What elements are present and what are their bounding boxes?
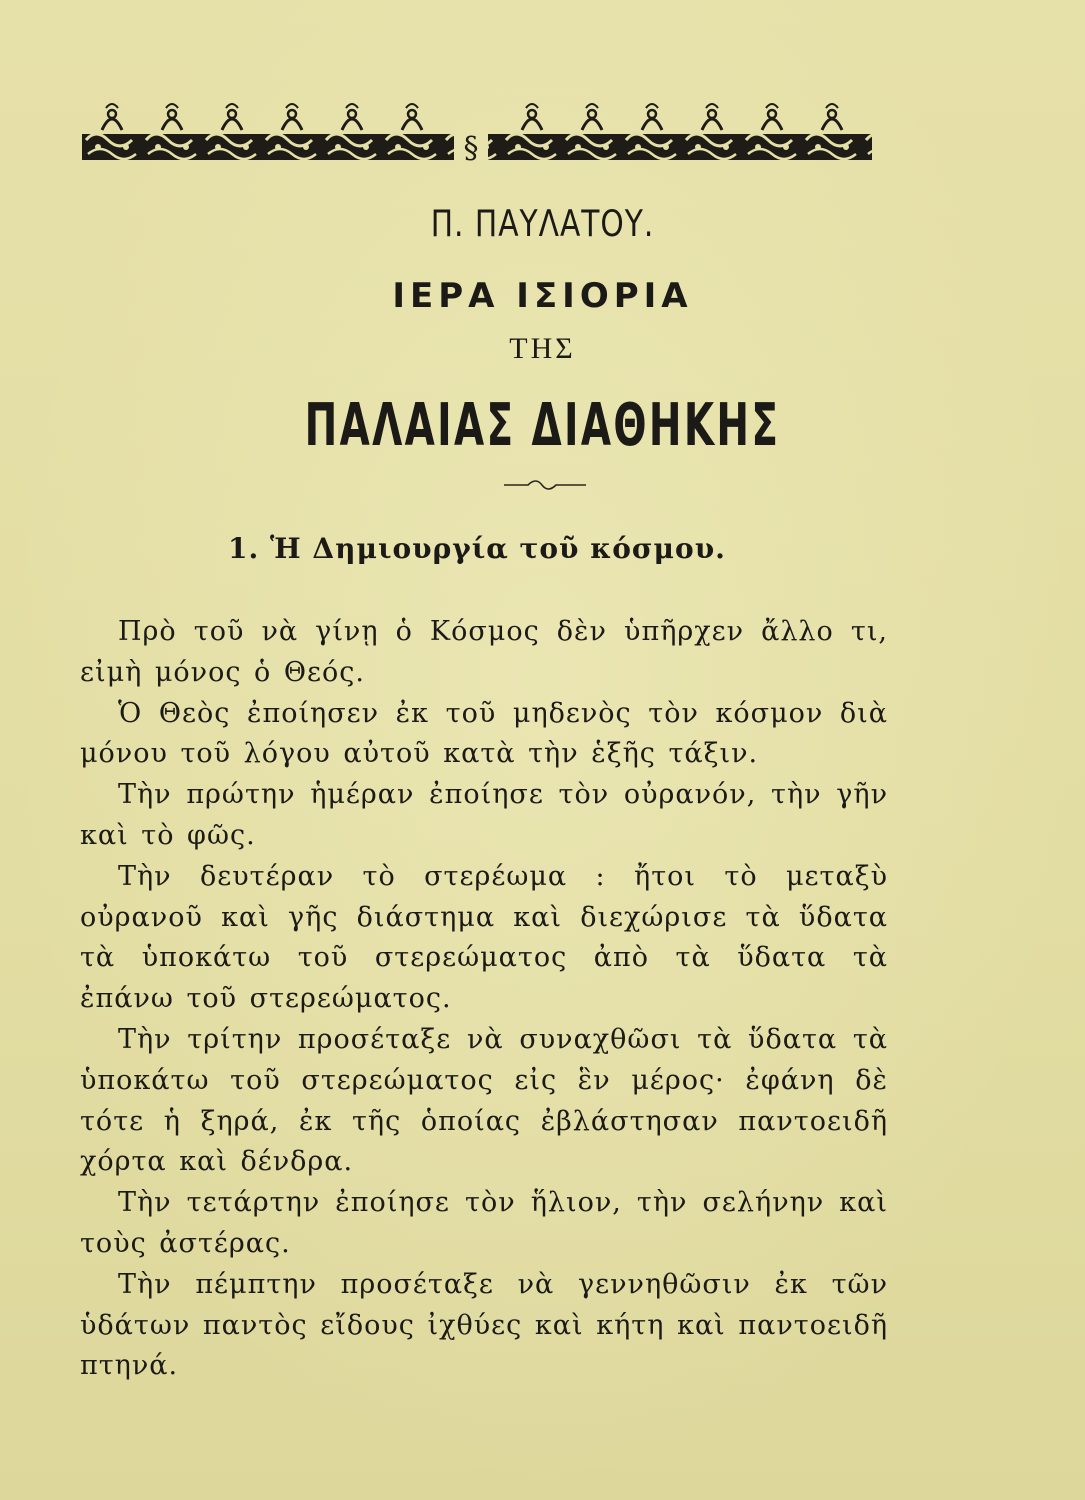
title-line-2: ΤΗΣ [509,332,576,365]
ornament-center-mark: § [463,131,479,166]
paragraph: Πρὸ τοῦ νὰ γίνῃ ὁ Κόσμος δὲν ὑπῆρχεν ἄλλο τι, εἰμὴ μόνος ὁ Θεός. [80,616,888,688]
title-line-1: ΙΕΡΑ ΙΣΙΟΡΙΑ [392,276,693,316]
body-text [80,612,888,1387]
divider-flourish-icon [500,476,590,492]
title-line-3: ΠΑΛΑΙΑΣ ΔΙΑΘΗΚΗΣ [304,390,781,460]
paragraph: Τὴν τρίτην προσέταξε νὰ συναχθῶσι τὰ ὕδατα τὰ ὑποκάτω τοῦ στερεώματος εἰς ἓν μέρος· ἐφάνη δὲ τότε ἡ ξηρά, ἐκ τῆς ὁποίας ἐβλάστησαν παντοειδῆ χόρτα καὶ δένδρα. [80,1023,888,1178]
paragraph: Τὴν πέμπτην προσέταξε νὰ γεννηθῶσιν ἐκ τῶν ὑδάτων παντὸς εἴδους ἰχθύες καὶ κήτη καὶ παντοειδῆ πτηνά. [80,1268,888,1382]
floral-border-ornament-icon [82,100,872,166]
paragraph: Τὴν τετάρτην ἐποίησε τὸν ἥλιον, τὴν σελήνην καὶ τοὺς ἀστέρας. [80,1187,888,1259]
section-heading: 1. Ἡ Δημιουργία τοῦ κόσμου. [228,532,726,565]
paragraph: Ὁ Θεὸς ἐποίησεν ἐκ τοῦ μηδενὸς τὸν κόσμον διὰ μόνου τοῦ λόγου αὐτοῦ κατὰ τὴν ἑξῆς τάξιν. [80,697,888,770]
paragraph: Τὴν πρώτην ἡμέραν ἐποίησε τὸν οὐρανόν, τὴν γῆν καὶ τὸ φῶς. [80,779,888,851]
paragraph: Τὴν δευτέραν τὸ στερέωμα : ἤτοι τὸ μεταξὺ οὐρανοῦ καὶ γῆς διάστημα καὶ διεχώρισε τὰ ὕδατα τὰ ὑποκάτω τοῦ στερεώματος ἀπὸ τὰ ὕδατα τὰ ἐπάνω τοῦ στερεώματος. [80,860,888,1015]
author-name: Π. ΠΑΥΛΑΤΟΥ. [430,202,655,245]
